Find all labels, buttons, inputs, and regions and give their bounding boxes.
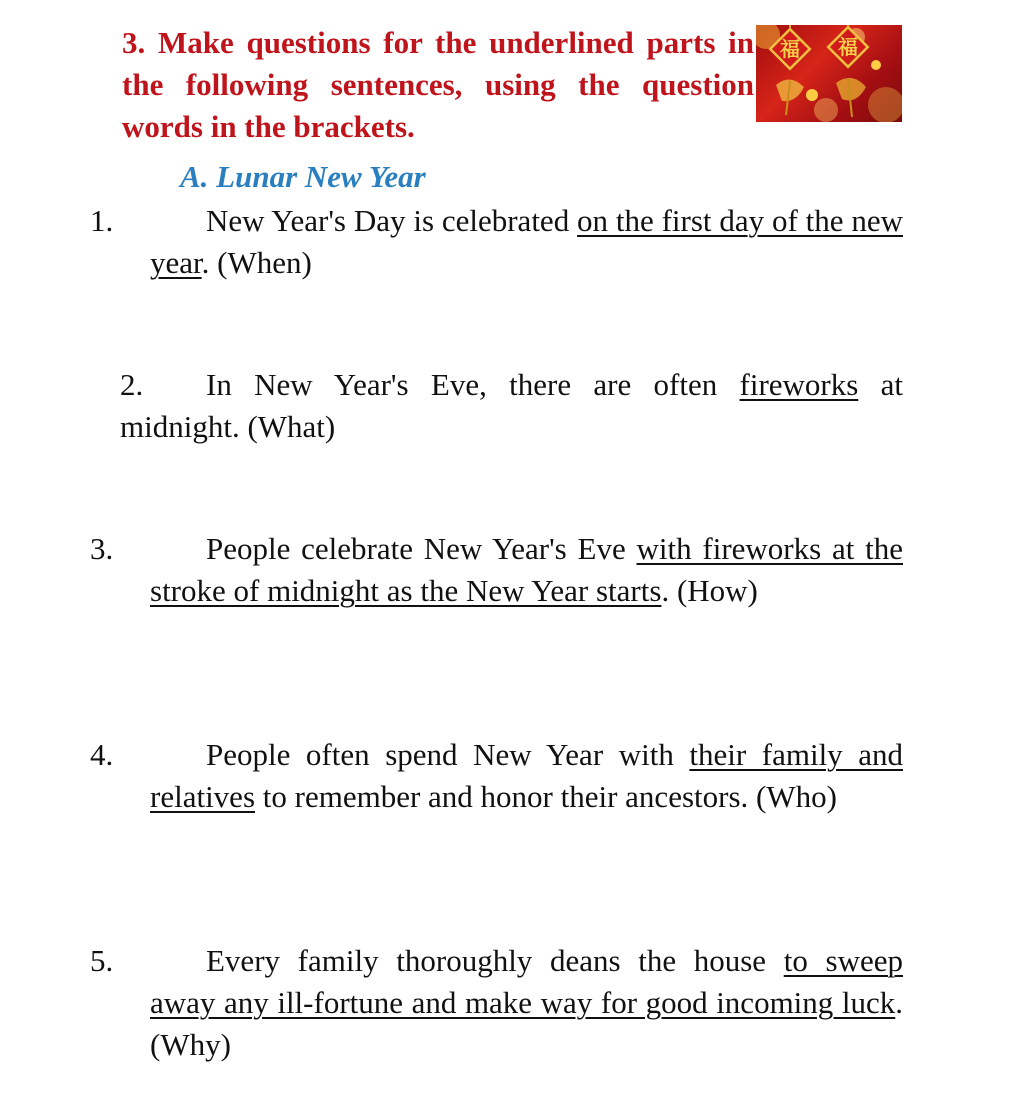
underlined-part: on the first day of the new year bbox=[150, 203, 904, 280]
section-title: A. Lunar New Year bbox=[180, 159, 426, 194]
banner-char-1: 福 bbox=[780, 37, 800, 61]
underlined-part: fireworks bbox=[739, 367, 859, 402]
banner-char-2: 福 bbox=[838, 35, 858, 59]
question-item-3: 3. People celebrate New Year's Eve with fireworks at the stroke of midnight as the New Year starts. (How) bbox=[90, 531, 903, 608]
question-item-5: 5. Every family thoroughly deans the house to sweep away any ill-fortune and make way for good incoming luck. (Why) bbox=[90, 943, 903, 1062]
question-item-4: 4. People often spend New Year with their family and relatives to remember and honor their ancestors. (Who) bbox=[90, 737, 903, 814]
underlined-part: with fireworks at the stroke of midnight as the New Year starts bbox=[150, 531, 903, 608]
question-item-1: 1. New Year's Day is celebrated on the first day of the new year. (When) bbox=[90, 203, 904, 280]
underlined-part: to sweep away any ill-fortune and make way for good incoming luck bbox=[150, 943, 903, 1020]
question-item-2: 2. In New Year's Eve, there are often fireworks at midnight. (What) bbox=[120, 367, 904, 444]
underlined-part: their family and relatives bbox=[150, 737, 903, 814]
exercise-heading: 3. Make questions for the underlined parts in the following sentences, using the question words in the brackets. bbox=[122, 25, 754, 144]
lunar-new-year-decoration-icon bbox=[756, 25, 902, 122]
